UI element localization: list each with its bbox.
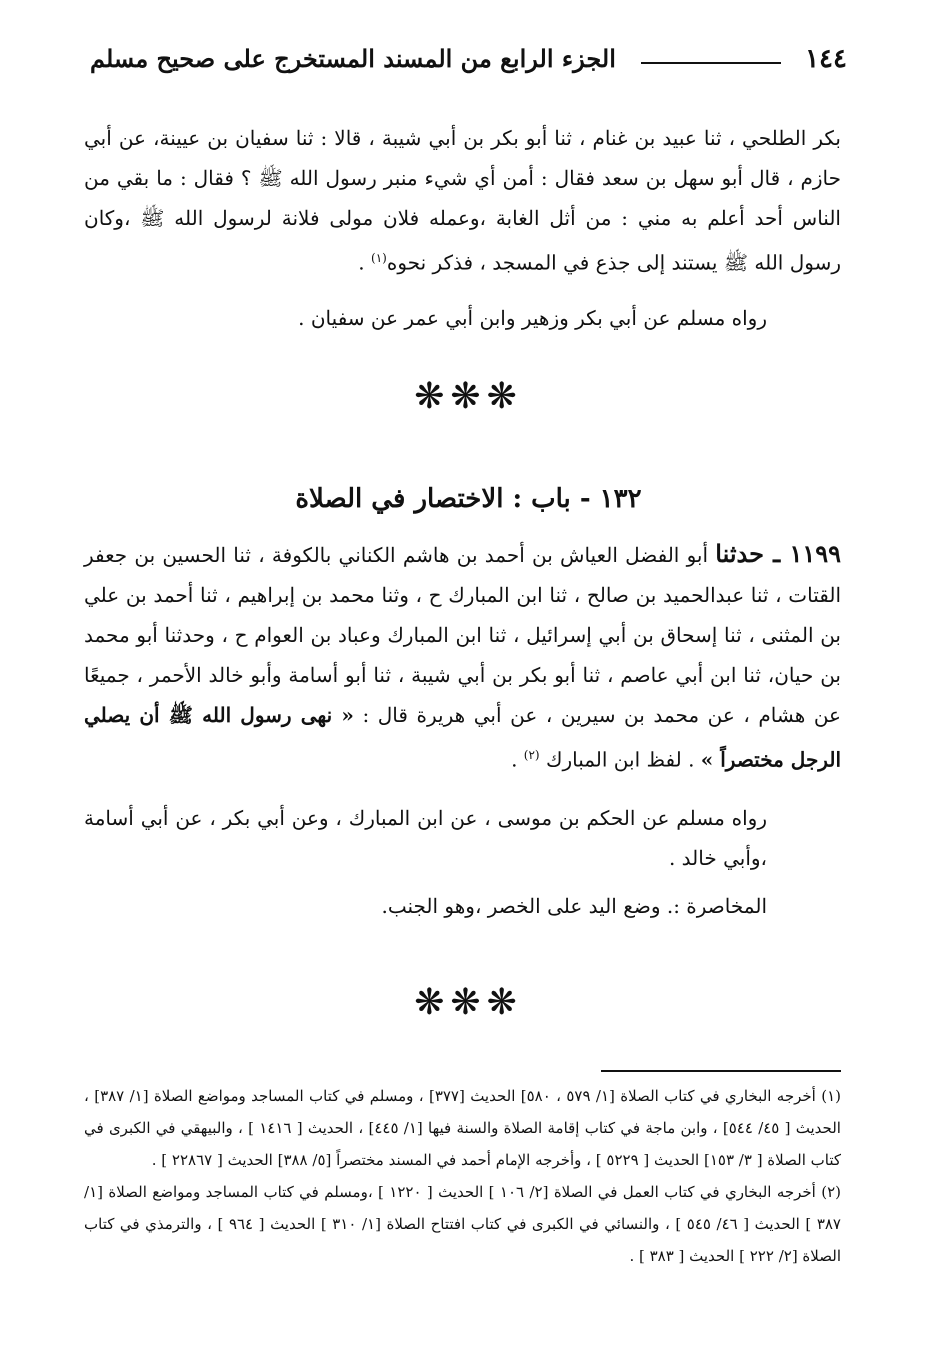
- running-title: الجزء الرابع من المسند المستخرج على صحيح مسلم: [90, 44, 616, 73]
- page-header: [90, 36, 847, 86]
- footnote-ref-2: (٢): [523, 748, 540, 762]
- footnote-rule: [601, 1070, 841, 1072]
- hadith-wording-note: . لفظ ابن المبارك: [539, 747, 701, 772]
- continued-hadith-end: .: [358, 250, 372, 275]
- hadith-end: .: [511, 747, 524, 772]
- section-ornament-1: ❋❋❋: [414, 376, 523, 417]
- hadith-isnad: أبو الفضل العياش بن أحمد بن هاشم الكناني بالكوفة ، ثنا الحسين بن جعفر القتات ، ثنا عبدالحميد بن صالح ، ثنا ابن المبارك ح ، وثنا محمد بن إبراهيم ، ثنا أحمد بن علي بن المثنى ، ثنا إسحاق بن أبي إسرائيل ، ثنا ابن المبارك وعباد بن العوام ح ، وحدثنا أبو محمد بن حيان، ثنا ابن أبي عاصم ، ثنا أبو بكر بن أبي شيبة ، ثنا أبو أسامة وأبو خالد الأحمر ، جميعًا عن هشام ، عن محمد بن سيرين ، عن أبي هريرة قال :: [84, 543, 841, 727]
- hadith-number: ١١٩٩ ـ حدثنا: [715, 539, 841, 568]
- footnote-ref-1: (١): [371, 251, 387, 265]
- explanation: المخاصرة :. وضع اليد على الخصر ،وهو الجنب.: [381, 894, 767, 918]
- footnotes: [84, 1080, 841, 1272]
- page-number: ١٤٤: [805, 44, 847, 74]
- footnote-2: (٢) أخرجه البخاري في كتاب العمل في الصلاة [٢/ ١٠٦ ] الحديث [ ١٢٢٠ ] ،ومسلم في كتاب المساجد ومواضع الصلاة [١/ ٣٨٧ ] الحديث [ ٤٦/ ٥٤٥ ] ، والنسائي في الكبرى في كتاب افتتاح الصلاة [١/ ٣١٠ ] الحديث [ ٩٦٤ ] ، والترمذي في كتاب الصلاة [٢/ ٢٢٢ ] الحديث [ ٣٨٣ ] .: [84, 1183, 842, 1265]
- continued-hadith-text: [84, 118, 841, 283]
- hadith-1199: [84, 534, 841, 780]
- chapter-title: ١٣٢ - باب : الاختصار في الصلاة: [295, 484, 642, 514]
- continued-hadith-body: بكر الطلحي ، ثنا عبيد بن غنام ، ثنا أبو بكر بن أبي شيبة ، قالا : ثنا سفيان بن عيينة، عن أبي حازم ، قال أبو سهل بن سعد فقال : أمن أي شيء منبر رسول الله ﷺ ؟ فقال : ما بقي من الناس أحد أعلم به مني : من أثل الغابة ،وعمله فلان مولى فلانة لرسول الله ﷺ ،وكان رسول الله ﷺ يستند إلى جذع في المسجد ، فذكر نحوه: [84, 126, 841, 275]
- narration-1: رواه مسلم عن أبي بكر وزهير وابن أبي عمر عن سفيان .: [298, 306, 767, 330]
- section-ornament-2: ❋❋❋: [414, 982, 523, 1023]
- hadith-matn: « نهى رسول الله ﷺ أن يصلي الرجل مختصراً »: [84, 703, 841, 772]
- footnote-1: (١) أخرجه البخاري في كتاب الصلاة [١/ ٥٧٩ ، ٥٨٠] الحديث [٣٧٧] ، ومسلم في كتاب المساجد ومواضع الصلاة [١/ ٣٨٧] ، الحديث [ ٤٥/ ٥٤٤] ، وابن ماجة في كتاب إقامة الصلاة والسنة فيها [١/ ٤٤٥] ، الحديث [ ١٤١٦ ] ، والبيهقي في الكبرى في كتاب الصلاة [ ٣/ ١٥٣] الحديث [ ٥٢٢٩ ] ، وأخرجه الإمام أحمد في المسند مختصراً [٥/ ٣٨٨] الحديث [ ٢٢٨٦٧ ] .: [84, 1087, 841, 1169]
- header-rule: [641, 62, 781, 64]
- narration-2: رواه مسلم عن الحكم بن موسى ، عن ابن المبارك ، وعن أبي بكر ، عن أبي أسامة ،وأبي خالد .: [84, 806, 767, 870]
